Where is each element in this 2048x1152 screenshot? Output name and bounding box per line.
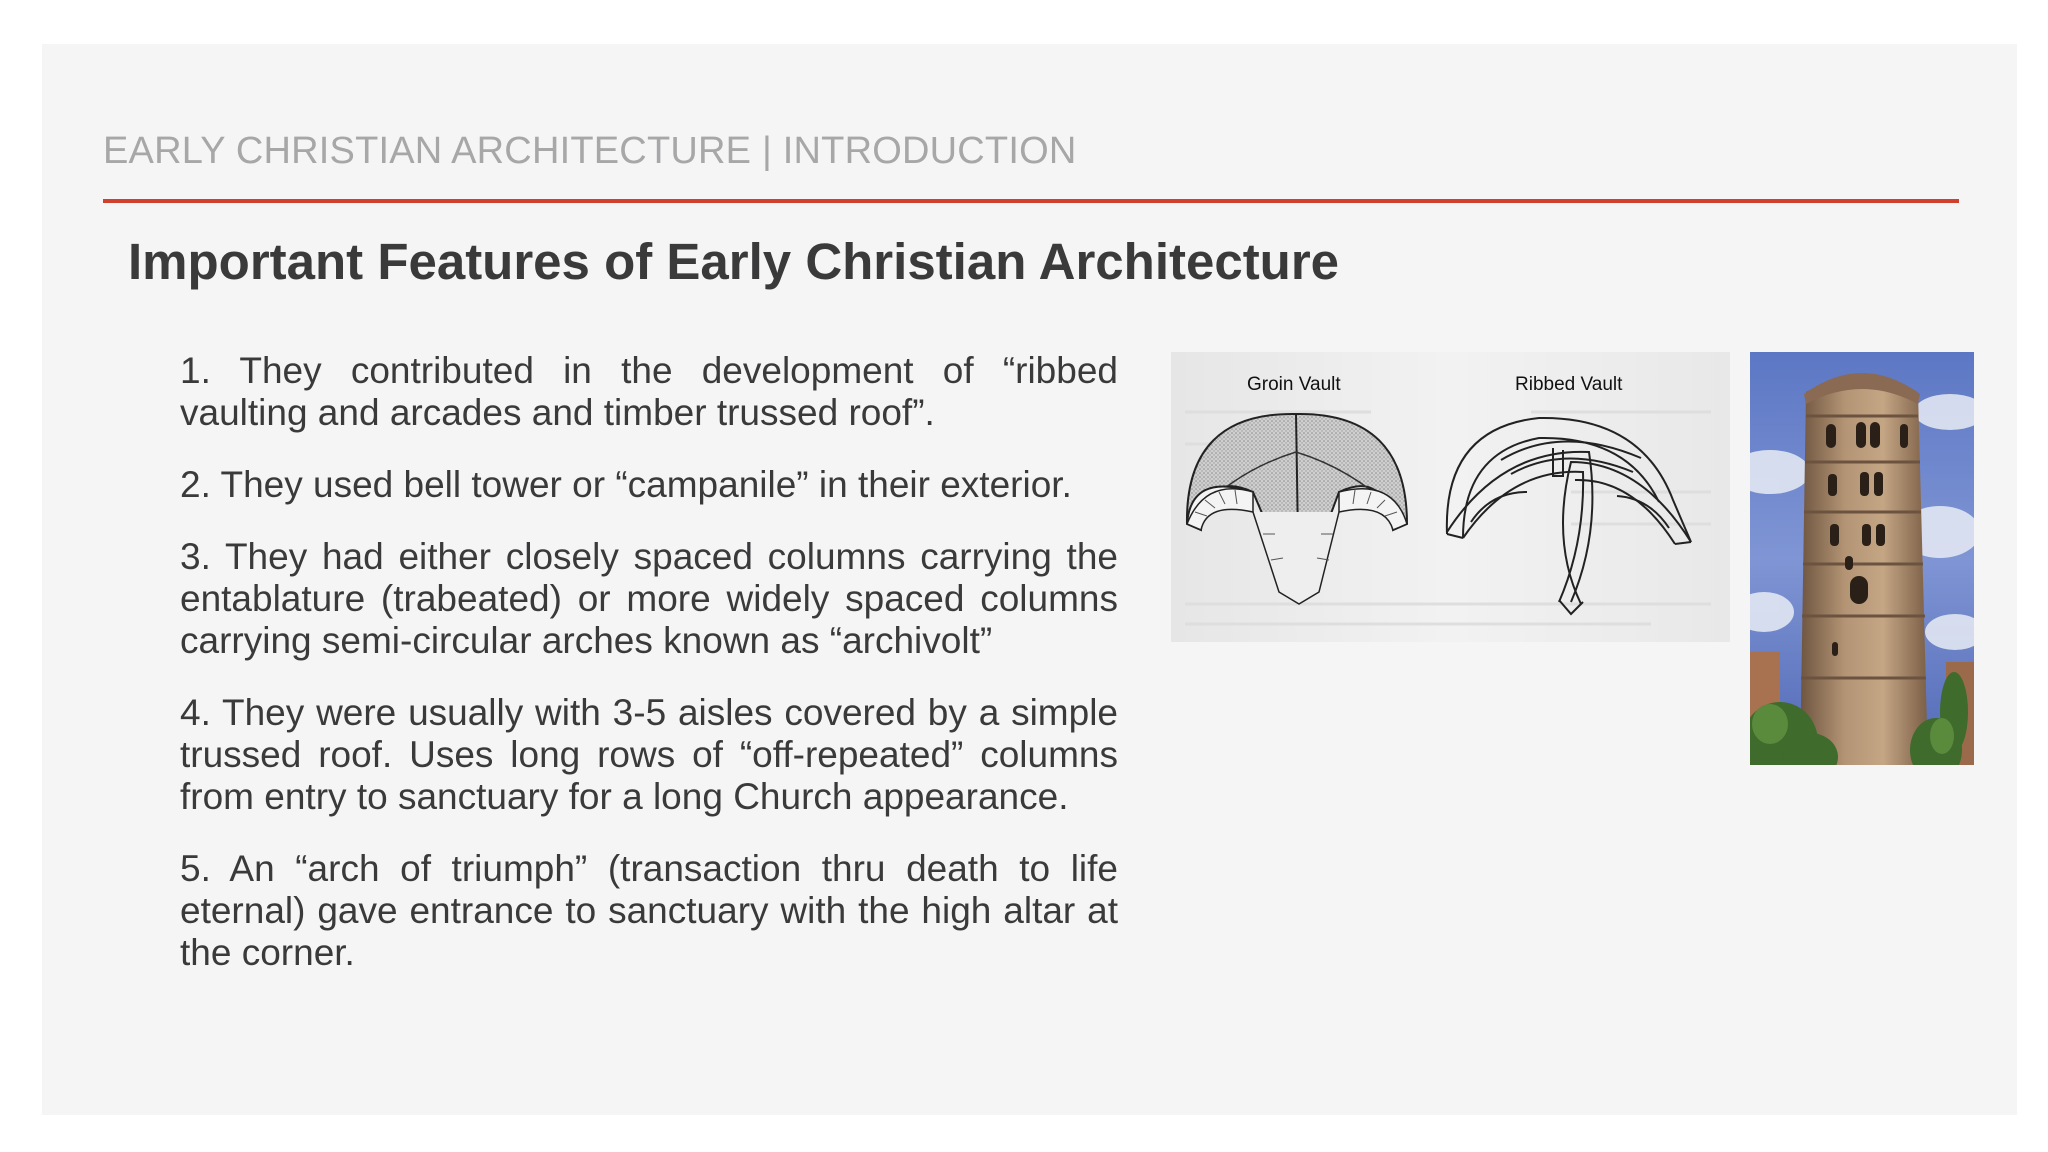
accent-divider — [103, 199, 1959, 203]
feature-item-5: 5. An “arch of triumph” (transaction thru death to life eternal) gave entrance to sanctuary with the high altar at the corner. — [180, 848, 1118, 973]
ribbed-vault-label: Ribbed Vault — [1515, 374, 1623, 395]
feature-item-3: 3. They had either closely spaced columns carrying the entablature (trabeated) or more widely spaced columns carrying semi-circular arches known as “archivolt” — [180, 536, 1118, 661]
feature-list — [180, 350, 1118, 1004]
feature-item-2: 2. They used bell tower or “campanile” in their exterior. — [180, 464, 1072, 505]
bell-tower-photo — [1750, 352, 1974, 765]
groin-vault-label: Groin Vault — [1247, 374, 1341, 395]
section-header: EARLY CHRISTIAN ARCHITECTURE | INTRODUCTION — [103, 130, 1077, 172]
campanile-illustration — [1750, 352, 1974, 765]
slide — [42, 44, 2017, 1115]
slide-title: Important Features of Early Christian Architecture — [128, 233, 1340, 290]
vault-diagram-image — [1171, 352, 1730, 642]
feature-item-4: 4. They were usually with 3-5 aisles covered by a simple trussed roof. Uses long rows of “off-repeated” columns from entry to sanctuary for a long Church appearance. — [180, 692, 1118, 817]
feature-item-1: 1. They contributed in the development of “ribbed vaulting and arcades and timber trussed roof”. — [180, 350, 1118, 433]
